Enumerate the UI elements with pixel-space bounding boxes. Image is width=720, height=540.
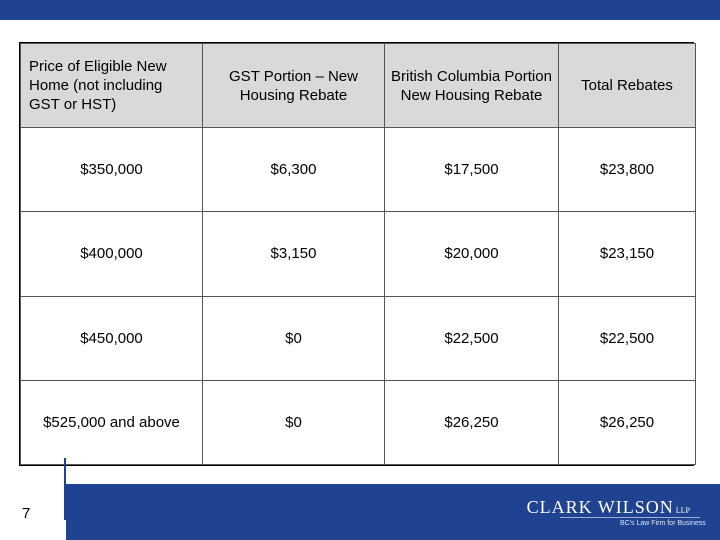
firm-tagline: BC's Law Firm for Business: [620, 520, 706, 527]
cell-total: $23,800: [559, 128, 696, 212]
firm-logo-suffix: LLP: [675, 506, 690, 515]
cell-price: $350,000: [21, 128, 203, 212]
table-row: [21, 296, 696, 380]
table-row: [21, 212, 696, 296]
rebate-table-container: [19, 42, 694, 466]
cell-gst: $0: [203, 296, 385, 380]
cell-price: $525,000 and above: [21, 380, 203, 464]
table-row: [21, 128, 696, 212]
firm-logo: [527, 497, 690, 518]
page-number-box: [0, 484, 66, 540]
cell-total: $22,500: [559, 296, 696, 380]
cell-bc: $26,250: [385, 380, 559, 464]
firm-logo-name: CLARK WILSON: [526, 497, 674, 517]
cell-gst: $6,300: [203, 128, 385, 212]
header-bc-portion: British Columbia Portion New Housing Rebate: [385, 44, 559, 128]
table-row: [21, 380, 696, 464]
header-gst-portion: GST Portion – New Housing Rebate: [203, 44, 385, 128]
logo-rule: [560, 517, 700, 518]
cell-bc: $17,500: [385, 128, 559, 212]
rebate-table: [20, 43, 696, 465]
cell-gst: $3,150: [203, 212, 385, 296]
table-header-row: [21, 44, 696, 128]
cell-bc: $22,500: [385, 296, 559, 380]
cell-bc: $20,000: [385, 212, 559, 296]
header-total-rebates: Total Rebates: [559, 44, 696, 128]
header-price: Price of Eligible New Home (not including GST or HST): [21, 44, 203, 128]
cell-total: $23,150: [559, 212, 696, 296]
cell-total: $26,250: [559, 380, 696, 464]
cell-price: $450,000: [21, 296, 203, 380]
footer-divider: [64, 458, 66, 520]
cell-price: $400,000: [21, 212, 203, 296]
page-number: 7: [22, 505, 31, 522]
cell-gst: $0: [203, 380, 385, 464]
top-banner: [0, 0, 720, 20]
